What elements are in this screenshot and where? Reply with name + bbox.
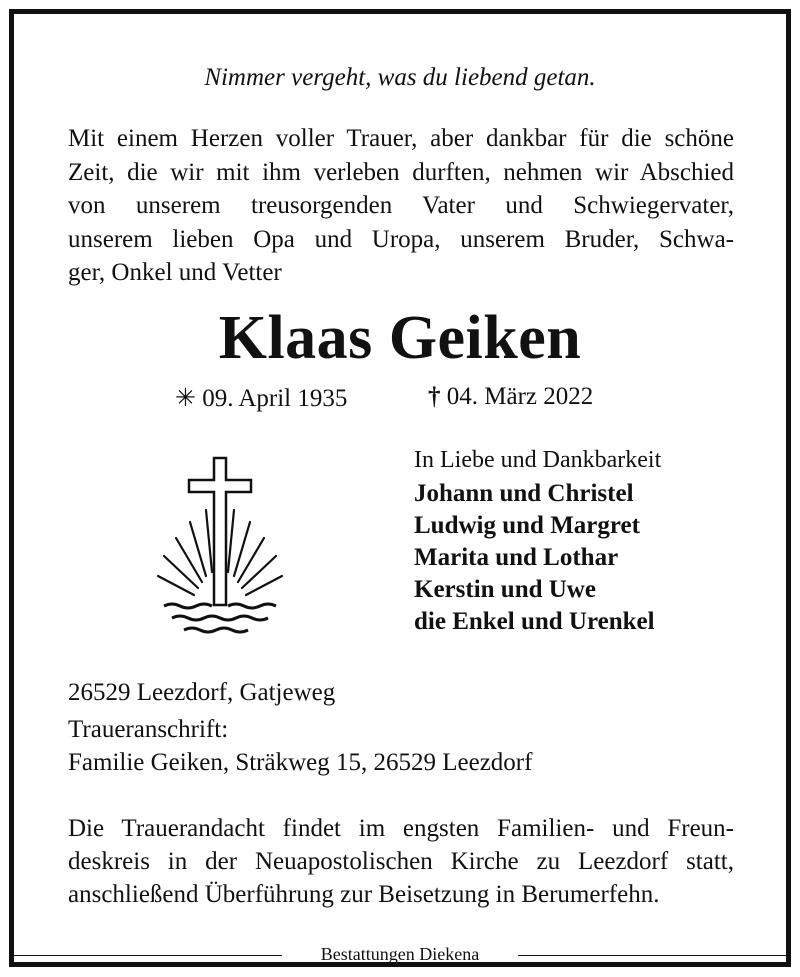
birth-date [175,383,347,413]
intro-line: unserem lieben Opa und Uropa, unserem Bruder, Schwa- [68,225,734,253]
mourning-address [68,713,532,779]
mourner-name: Ludwig und Margret [414,512,640,539]
service-info [68,812,734,911]
mourner-name: die Enkel und Urenkel [414,608,655,635]
funeral-home: Bestattungen Diekena [320,944,480,964]
death-cross-icon: † [428,383,441,410]
deceased-name: Klaas Geiken [218,304,582,372]
intro-line: von unserem treusorgenden Vater und Schwiegervater, [68,192,734,219]
mourning-address-label: Traueranschrift: [68,716,229,743]
death-date [428,383,593,411]
cross-sunrise-waves-icon [150,450,290,640]
intro-text [68,122,734,290]
intro-line: ger, Onkel und Vetter [68,259,282,286]
mourner-name: Johann und Christel [414,480,634,507]
mourners-block [414,447,774,638]
mourner-name: Kerstin und Uwe [414,576,596,603]
service-line: deskreis in der Neuapostolischen Kirche zu Leezdorf statt, [68,848,734,875]
service-line: anschließend Überführung zur Beisetzung in Berumerfehn. [68,881,660,908]
intro-line: Mit einem Herzen voller Trauer, aber dankbar für die schöne [68,125,734,152]
service-line: Die Trauerandacht findet im engsten Familien- und Freun- [68,815,734,842]
intro-line: Zeit, die wir mit ihm verleben durften, nehmen wir Abschied [68,158,734,186]
mourners-lead: In Liebe und Dankbarkeit [414,447,662,473]
birth-date-text: 09. April 1935 [202,385,348,412]
birth-star-icon: ✳ [175,385,196,412]
motto: Nimmer vergeht, was du liebend getan. [204,64,596,91]
mourner-name: Marita und Lothar [414,544,619,571]
mourning-address-value: Familie Geiken, Sträkweg 15, 26529 Leezdorf [68,749,533,776]
death-date-text: 04. März 2022 [446,383,594,410]
deceased-address: 26529 Leezdorf, Gatjeweg [68,679,336,706]
